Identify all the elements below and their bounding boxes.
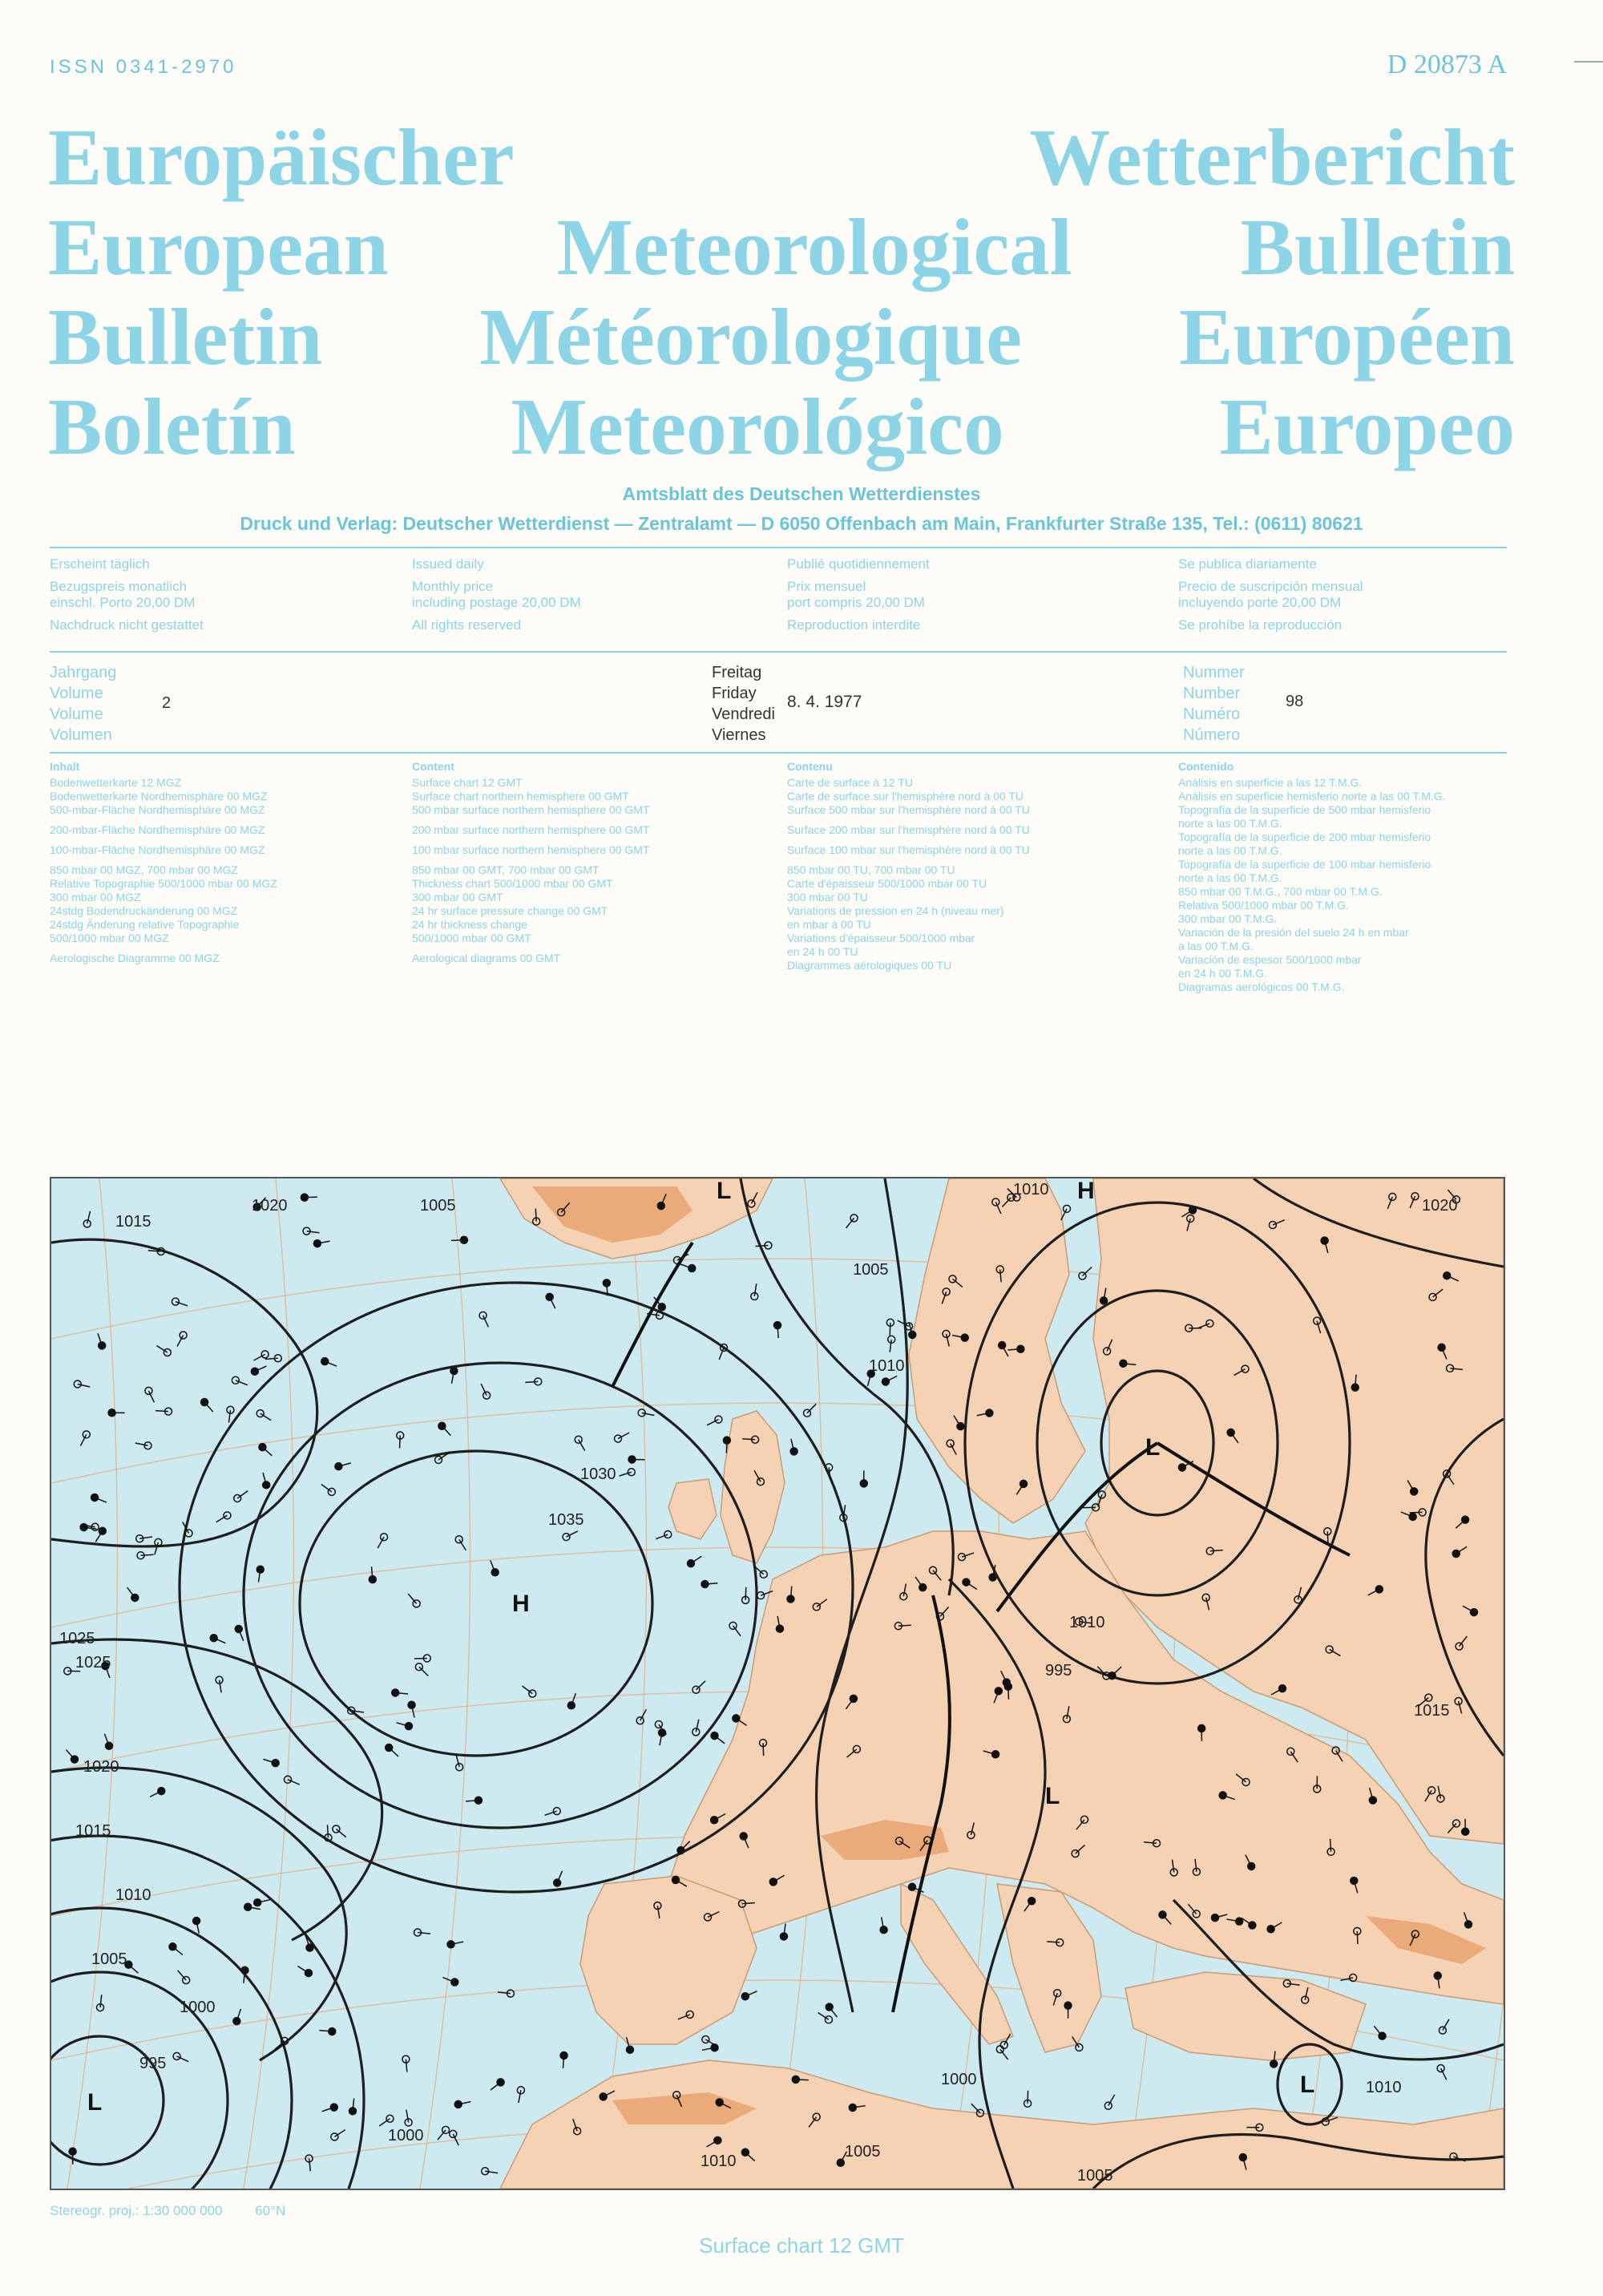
contents-item: 300 mbar 00 TU xyxy=(787,891,868,903)
title-word: Bulletin xyxy=(1240,202,1515,292)
station-circle xyxy=(1279,1685,1286,1692)
contents-item: Bodenwetterkarte Nordhemisphäre 00 MGZ xyxy=(50,790,268,802)
contents-column xyxy=(787,760,1178,994)
official-gazette-line: Amtsblatt des Deutschen Wetterdienstes xyxy=(622,483,981,504)
title-word: Bulletin xyxy=(48,292,323,382)
subscription-line: All rights reserved xyxy=(412,617,522,633)
contents-item xyxy=(787,817,1178,823)
title-spanish xyxy=(48,382,1515,471)
contents-item: Topografía de la superficie de 100 mbar hemisferio xyxy=(1178,858,1431,871)
title-word: Meteorológico xyxy=(511,382,1004,471)
contents-item xyxy=(50,837,412,843)
wind-barb xyxy=(305,1197,317,1198)
wind-barb xyxy=(763,1743,764,1756)
wind-barb xyxy=(451,1240,464,1241)
contents-heading: Contenido xyxy=(1178,760,1234,773)
contents-heading: Inhalt xyxy=(50,760,80,773)
title-word: Boletín xyxy=(48,382,296,471)
isobar-label: 1035 xyxy=(548,1511,584,1529)
volume-label: Jahrgang xyxy=(50,664,117,681)
contents-item: 300 mbar 00 MGZ xyxy=(50,891,141,903)
contents-item: 500/1000 mbar 00 MGZ xyxy=(50,932,169,944)
contents-item: en mbar à 00 TU xyxy=(787,918,871,931)
subscription-line: Issued daily xyxy=(412,556,484,572)
wind-barb xyxy=(898,1625,911,1626)
isobar-label: 1005 xyxy=(853,1261,889,1279)
subscription-line: Precio de suscripción mensual xyxy=(1178,579,1363,594)
contents-item: Variations d'épaisseur 500/1000 mbar xyxy=(787,932,975,944)
station-circle xyxy=(451,1979,458,1986)
subscription-column-de xyxy=(50,556,412,633)
contents-item: Relativa 500/1000 mbar 00 T.M.G. xyxy=(1178,899,1349,912)
isobar-label: 1020 xyxy=(1422,1197,1458,1215)
map-caption: Surface chart 12 GMT xyxy=(699,2233,904,2258)
number-label: Number xyxy=(1183,685,1241,702)
contents-item: Diagramas aerológicos 00 T.M.G. xyxy=(1178,980,1345,993)
contents-item: Surface 100 mbar sur l'hemisphère nord à 00 TU xyxy=(787,843,1030,856)
contents-item: Aerological diagrams 00 GMT xyxy=(412,952,561,964)
subscription-line: einschl. Porto 20,00 DM xyxy=(50,595,196,610)
subscription-line: Publié quotidiennement xyxy=(787,556,930,572)
contents-item: Surface 500 mbar sur l'hemisphère nord à 00 TU xyxy=(787,803,1030,816)
contents-heading: Content xyxy=(412,760,454,773)
wind-barb xyxy=(141,1554,154,1555)
title-word: Européen xyxy=(1178,292,1515,382)
isobar-label: 1025 xyxy=(75,1654,111,1671)
low-pressure-center: L xyxy=(717,1178,732,1204)
subscription-column-es xyxy=(1178,556,1507,633)
subscription-line: Monthly price xyxy=(412,579,494,594)
isobar-label: 1015 xyxy=(75,1822,111,1840)
contents-item: norte a las 00 T.M.G. xyxy=(1178,844,1282,857)
wind-barb xyxy=(327,1825,328,1837)
contents-column xyxy=(1178,760,1507,994)
isobar-label: 1015 xyxy=(115,1213,151,1231)
station-circle xyxy=(1189,1207,1197,1214)
station-circle xyxy=(546,1293,553,1300)
subscription-line: Erscheint täglich xyxy=(50,556,150,572)
weekday-label: Friday xyxy=(712,685,757,702)
station-circle xyxy=(1444,1272,1451,1279)
contents-item: en 24 h 00 TU xyxy=(787,945,858,958)
volume-labels xyxy=(50,662,116,746)
isobar-label: 1010 xyxy=(1013,1181,1049,1199)
issue-number: 98 xyxy=(1286,693,1304,710)
contents-item xyxy=(50,857,412,863)
station-circle xyxy=(233,2018,240,2025)
wind-barb xyxy=(525,1381,538,1382)
divider xyxy=(50,651,1507,653)
isobar-label: 1000 xyxy=(388,2127,424,2144)
isobar-label: 1010 xyxy=(869,1357,905,1375)
contents-item: 24stdg Änderung relative Topographie xyxy=(50,918,240,931)
contents-item xyxy=(412,817,787,823)
wind-barb xyxy=(1327,1531,1328,1544)
isobar-label: 995 xyxy=(139,2055,167,2072)
station-circle xyxy=(999,1342,1006,1349)
issn-number: ISSN 0341-2970 xyxy=(50,56,237,78)
subscription-line: Bezugspreis monatlich xyxy=(50,579,188,594)
station-circle xyxy=(711,1817,718,1824)
subscription-line: incluyendo porte 20,00 DM xyxy=(1178,595,1342,610)
contents-item xyxy=(412,945,787,952)
contents-item: en 24 h 00 T.M.G. xyxy=(1178,967,1268,980)
station-circle xyxy=(1369,1797,1376,1804)
contents-item: Análisis en superficie a las 12 T.M.G. xyxy=(1178,776,1363,789)
station-circle xyxy=(1020,1480,1028,1487)
volume-label: Volume xyxy=(50,705,103,723)
weekday-label: Viernes xyxy=(712,726,766,744)
contents-item xyxy=(50,945,412,952)
contents-item: 850 mbar 00 T.M.G., 700 mbar 00 T.M.G. xyxy=(1178,885,1383,898)
contents-item: 300 mbar 00 T.M.G. xyxy=(1178,912,1278,925)
contents-item xyxy=(412,837,787,843)
reference-latitude: 60°N xyxy=(255,2203,286,2218)
title-french xyxy=(48,292,1515,382)
contents-item xyxy=(50,817,412,823)
isobar-label: 1025 xyxy=(59,1630,95,1647)
projection-scale: Stereogr. proj.: 1:30 000 000 xyxy=(50,2203,223,2218)
low-pressure-center: L xyxy=(1300,2072,1315,2098)
document-id: D 20873 A xyxy=(1387,50,1507,79)
station-circle xyxy=(963,1578,970,1586)
wind-barb xyxy=(155,1411,168,1412)
subscription-column-en xyxy=(412,556,787,633)
wind-barb xyxy=(400,1436,401,1449)
volume-label: Volumen xyxy=(50,726,112,744)
title-block xyxy=(48,112,1515,471)
contents-item: Thickness chart 500/1000 mbar 00 GMT xyxy=(412,877,613,890)
subscription-info xyxy=(50,556,1507,633)
wind-barb xyxy=(414,1658,427,1659)
station-circle xyxy=(251,1368,258,1375)
volume-number: 2 xyxy=(162,694,172,712)
contents-item xyxy=(787,857,1178,863)
isobar-label: 1005 xyxy=(420,1197,456,1215)
contents-item: Variación de espesor 500/1000 mbar xyxy=(1178,953,1362,966)
contents-item: Diagrammes aérologiques 00 TU xyxy=(787,959,952,972)
corner-rule xyxy=(1574,61,1603,63)
isobar-label: 1005 xyxy=(1077,2167,1113,2185)
publisher-line: Druck und Verlag: Deutscher Wetterdienst — Zentralamt — D 6050 Offenbach am Main, Frankfurter Straße 135, Tel.: (0611) 80621 xyxy=(240,513,1363,534)
contents-item: 300 mbar 00 GMT xyxy=(412,891,503,903)
wind-barb xyxy=(726,1441,727,1453)
subscription-line: port compris 20,00 DM xyxy=(787,595,925,610)
station-circle xyxy=(992,1751,999,1758)
low-pressure-center: L xyxy=(87,2089,103,2116)
divider xyxy=(50,547,1507,548)
title-word: Europeo xyxy=(1219,382,1515,471)
isobar-label: 1030 xyxy=(580,1465,616,1483)
isobar-label: 1020 xyxy=(252,1197,288,1215)
contents-item xyxy=(412,857,787,863)
contents-item: 24 hr thickness change xyxy=(412,918,527,931)
contents-item: Carte de surface à 12 TU xyxy=(787,776,913,789)
contents-item: Carte de surface sur l'hemisphère nord à 00 TU xyxy=(787,790,1024,802)
contents-item: 500 mbar surface northern hemisphere 00 GMT xyxy=(412,803,650,816)
weekday-labels xyxy=(712,662,775,746)
title-german xyxy=(48,112,1515,202)
table-of-contents xyxy=(50,760,1507,994)
wind-barb xyxy=(1357,1931,1358,1944)
weather-map-canvas xyxy=(51,1178,1504,2189)
subscription-line: Prix mensuel xyxy=(787,579,866,594)
isobar-label: 1005 xyxy=(845,2143,881,2161)
subscription-line: Se prohíbe la reproducción xyxy=(1178,617,1343,633)
subscription-line: including postage 20,00 DM xyxy=(412,595,581,610)
subscription-line: Reproduction interdite xyxy=(787,617,921,633)
weekday-label: Freitag xyxy=(712,664,762,681)
title-word: European xyxy=(48,202,389,292)
contents-item: 500/1000 mbar 00 GMT xyxy=(412,932,531,944)
station-circle xyxy=(1248,1862,1255,1870)
contents-item: 24 hr surface pressure change 00 GMT xyxy=(412,904,608,917)
contents-item: 500-mbar-Fläche Nordhemisphäre 00 MGZ xyxy=(50,803,265,816)
isobar-label: 1010 xyxy=(701,2152,737,2170)
contents-item: Carte d'épaisseur 500/1000 mbar 00 TU xyxy=(787,877,987,890)
projection-note xyxy=(50,2203,285,2219)
contents-item: a las 00 T.M.G. xyxy=(1178,940,1254,952)
wind-barb xyxy=(535,1209,536,1222)
isobar-label: 995 xyxy=(1045,1662,1072,1680)
station-circle xyxy=(305,1970,312,1977)
contents-item: 850 mbar 00 GMT, 700 mbar 00 GMT xyxy=(412,863,600,876)
subscription-line: Nachdruck nicht gestattet xyxy=(50,617,204,633)
contents-item: Bodenwetterkarte 12 MGZ xyxy=(50,776,182,789)
title-word: Europäischer xyxy=(48,112,515,202)
contents-item: norte a las 00 T.M.G. xyxy=(1178,817,1282,830)
isobar-label: 1000 xyxy=(180,1999,216,2016)
wind-barb xyxy=(1008,1687,1009,1700)
contents-item: Variations de pression en 24 h (niveau mer) xyxy=(787,904,1004,917)
number-label: Número xyxy=(1183,726,1241,744)
contents-column xyxy=(50,760,412,994)
contents-item: 200-mbar-Fläche Nordhemisphäre 00 MGZ xyxy=(50,823,265,836)
isobar-label: 1020 xyxy=(83,1758,119,1776)
contents-column xyxy=(412,760,787,994)
station-circle xyxy=(1211,1914,1218,1922)
weekday-label: Vendredi xyxy=(712,705,775,723)
contents-item: Surface 200 mbar sur l'hemisphère nord à 00 TU xyxy=(787,823,1030,836)
contents-item: Surface chart northern hemisphere 00 GMT xyxy=(412,790,629,802)
station-circle xyxy=(1249,1922,1256,1929)
number-label: Numéro xyxy=(1183,705,1241,723)
volume-block xyxy=(50,657,1507,746)
station-circle xyxy=(1465,1921,1472,1928)
contents-item xyxy=(787,837,1178,843)
subscription-line: Se publica diariamente xyxy=(1178,556,1317,572)
contents-item: 24stdg Bodendruckänderung 00 MGZ xyxy=(50,904,238,917)
contents-item: 100 mbar surface northern hemisphere 00 GMT xyxy=(412,843,650,856)
wind-barb xyxy=(742,1439,755,1440)
contents-item: Variación de la presión del suelo 24 h en mbar xyxy=(1178,926,1409,939)
title-word: Wetterbericht xyxy=(1029,112,1515,202)
contents-item: 850 mbar 00 MGZ, 700 mbar 00 MGZ xyxy=(50,863,238,876)
number-labels xyxy=(1183,662,1245,746)
isobar-label: 1010 xyxy=(115,1886,151,1904)
subscription-column-fr xyxy=(787,556,1178,633)
surface-weather-map xyxy=(50,1177,1505,2190)
volume-label: Volume xyxy=(50,685,103,702)
number-label: Nummer xyxy=(1183,664,1245,681)
wind-barb xyxy=(745,1587,746,1600)
low-pressure-center: L xyxy=(1145,1434,1161,1461)
isobar-label: 1000 xyxy=(941,2071,977,2088)
contents-heading: Contenu xyxy=(787,760,833,773)
contents-item: 850 mbar 00 TU, 700 mbar 00 TU xyxy=(787,863,955,876)
contents-item: Surface chart 12 GMT xyxy=(412,776,523,789)
divider xyxy=(50,752,1507,754)
contents-item: Análisis en superficie hemisferio norte a las 00 T.M.G. xyxy=(1178,790,1446,802)
wind-barb xyxy=(1330,1839,1331,1852)
title-english xyxy=(48,202,1515,292)
isobar-label: 1010 xyxy=(1366,2079,1402,2096)
low-pressure-center: L xyxy=(1045,1783,1060,1809)
issue-date: 8. 4. 1977 xyxy=(787,693,862,711)
station-circle xyxy=(91,1494,99,1501)
contents-item: Topografía de la superficie de 200 mbar hemisferio xyxy=(1178,831,1431,843)
isobar-label: 1010 xyxy=(1069,1614,1105,1631)
contents-item: 200 mbar surface northern hemisphere 00 GMT xyxy=(412,823,650,836)
contents-item: Relative Topographie 500/1000 mbar 00 MGZ xyxy=(50,877,277,890)
isobar-label: 1015 xyxy=(1414,1702,1450,1720)
contents-item: norte a las 00 T.M.G. xyxy=(1178,871,1282,884)
high-pressure-center: H xyxy=(512,1591,530,1617)
station-circle xyxy=(99,1527,106,1534)
station-circle xyxy=(1321,1237,1328,1244)
contents-item: 100-mbar-Fläche Nordhemisphäre 00 MGZ xyxy=(50,843,265,856)
title-word: Météorologique xyxy=(479,292,1023,382)
contents-item: Aerologische Diagramme 00 MGZ xyxy=(50,952,220,964)
high-pressure-center: H xyxy=(1077,1178,1095,1204)
title-word: Meteorological xyxy=(556,202,1072,292)
contents-item: Topografía de la superficie de 500 mbar hemisferio xyxy=(1178,803,1431,816)
isobar-label: 1005 xyxy=(91,1950,127,1968)
